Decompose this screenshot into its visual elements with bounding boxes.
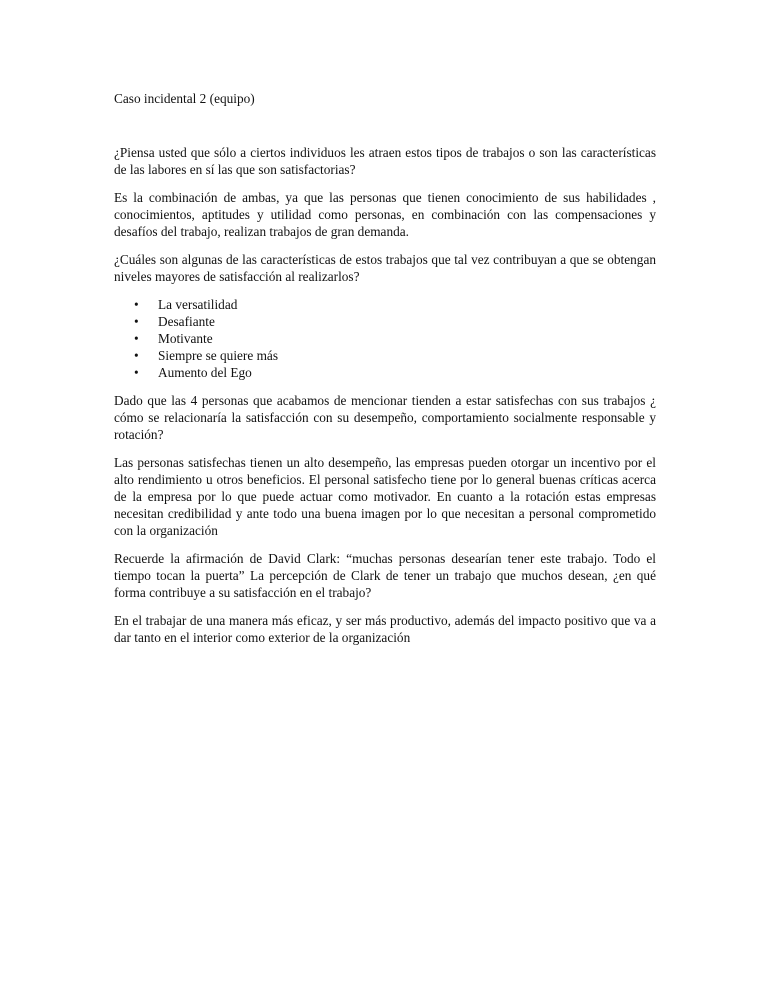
document-body (114, 90, 656, 657)
bullet-icon: • (134, 297, 139, 312)
bullet-icon: • (134, 314, 139, 329)
bullet-icon: • (134, 365, 139, 380)
list-item (114, 313, 656, 330)
characteristics-list (114, 296, 656, 381)
list-item (114, 364, 656, 381)
list-item (114, 296, 656, 313)
question-1: ¿Piensa usted que sólo a ciertos individuos les atraen estos tipos de trabajos o son las características de las labores en sí las que son satisfactorias? (114, 145, 656, 177)
question-3: Dado que las 4 personas que acabamos de mencionar tienden a estar satisfechas con sus trabajos ¿ cómo se relacionaría la satisfacción con su desempeño, comportamiento socialmente responsable y rotación? (114, 393, 656, 442)
answer-1: Es la combinación de ambas, ya que las personas que tienen conocimiento de sus habilidades , conocimientos, aptitudes y utilidad como personas, en combinación con las compensaciones y desafíos del trabajo, realizan trabajos de gran demanda. (114, 190, 656, 239)
list-item-label: Siempre se quiere más (158, 348, 279, 363)
document-title: Caso incidental 2 (equipo) (114, 91, 255, 106)
answer-4: En el trabajar de una manera más eficaz, y ser más productivo, además del impacto positivo que va a dar tanto en el interior como exterior de la organización (114, 613, 656, 645)
list-item (114, 347, 656, 364)
answer-3: Las personas satisfechas tienen un alto desempeño, las empresas pueden otorgar un incentivo por el alto rendimiento u otros beneficios. El personal satisfecho tiene por lo general buenas críticas acerca de la empresa por lo que puede actuar como motivador. En cuanto a la rotación estas empresas necesitan credibilidad y ante todo una buena imagen por lo que necesitan a personal comprometido con la organización (114, 455, 656, 538)
question-2: ¿Cuáles son algunas de las características de estos trabajos que tal vez contribuyan a que se obtengan niveles mayores de satisfacción al realizarlos? (114, 252, 656, 284)
list-item-label: Motivante (158, 331, 213, 346)
list-item-label: Desafiante (158, 314, 215, 329)
list-item (114, 330, 656, 347)
question-4: Recuerde la afirmación de David Clark: “muchas personas desearían tener este trabajo. Todo el tiempo tocan la puerta” La percepción de Clark de tener un trabajo que muchos desean, ¿en qué forma contribuye a su satisfacción en el trabajo? (114, 551, 656, 600)
bullet-icon: • (134, 348, 139, 363)
bullet-icon: • (134, 331, 139, 346)
list-item-label: La versatilidad (158, 297, 238, 312)
list-item-label: Aumento del Ego (158, 365, 252, 380)
